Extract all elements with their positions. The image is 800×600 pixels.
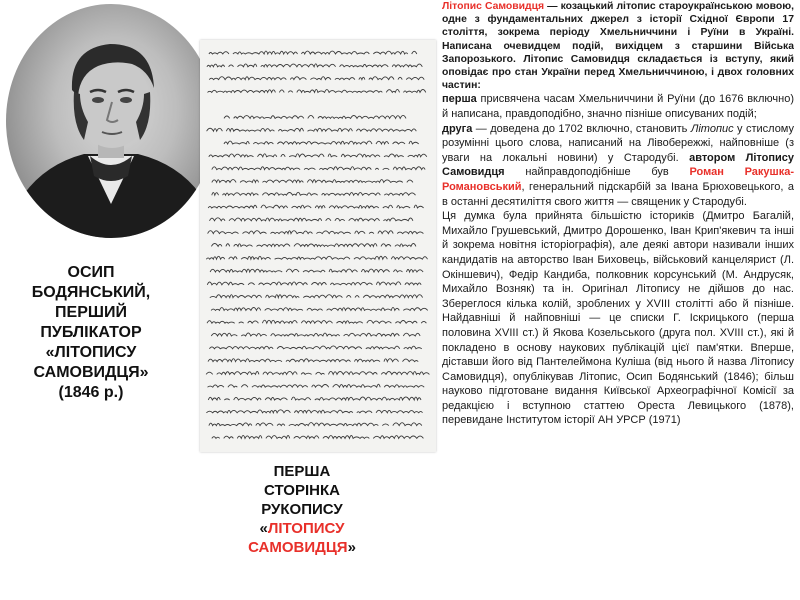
handwriting-line bbox=[207, 320, 426, 323]
handwriting-line bbox=[212, 192, 416, 195]
portrait-caption-date: (1846 р.) bbox=[58, 384, 124, 401]
handwriting-line bbox=[208, 231, 424, 234]
handwriting-line bbox=[208, 359, 418, 362]
portrait-caption-line: ОСИП bbox=[67, 264, 115, 281]
handwriting-line bbox=[224, 141, 419, 144]
portrait-caption-line: САМОВИДЦЯ» bbox=[33, 364, 149, 381]
portrait-caption-line: ПЕРШИЙ bbox=[55, 304, 127, 321]
handwriting-line bbox=[209, 51, 417, 54]
part-two-term: друга bbox=[442, 122, 473, 135]
manuscript-caption-line: РУКОПИСУ bbox=[261, 501, 343, 518]
manuscript-caption-line bbox=[214, 519, 390, 538]
caption-red-word: ЛІТОПИСУ bbox=[267, 520, 345, 537]
quote-open: « bbox=[259, 520, 268, 537]
author-name: Роман Ракушка-Романовський bbox=[442, 166, 794, 193]
handwriting-line bbox=[208, 397, 421, 400]
portrait-caption-line: ПУБЛІКАТОР bbox=[40, 324, 142, 341]
part-one-paragraph bbox=[442, 92, 794, 121]
handwriting-line bbox=[206, 371, 429, 374]
part-two-italic: Літопис bbox=[690, 122, 734, 135]
handwriting-line bbox=[211, 307, 428, 310]
title-term: Літопис Самовидця bbox=[442, 1, 545, 12]
portrait-caption-line: «ЛІТОПИСУ bbox=[45, 344, 137, 361]
handwriting-line bbox=[207, 64, 426, 67]
handwriting-line bbox=[206, 256, 427, 259]
portrait-caption-line: БОДЯНСЬКИЙ, bbox=[31, 284, 151, 301]
part-two-paragraph bbox=[442, 122, 794, 210]
part-two-text: найправдоподібніше був bbox=[504, 166, 690, 179]
intro-paragraph bbox=[442, 0, 794, 92]
quote-close: » bbox=[347, 539, 356, 556]
author-heading: автором Літопису Самовидця bbox=[442, 151, 794, 179]
handwriting-line bbox=[207, 282, 421, 285]
handwriting-line bbox=[208, 205, 423, 208]
portrait-caption bbox=[2, 263, 180, 403]
part-two-text: — доведена до 1702 включно, становить bbox=[472, 122, 691, 135]
article-text bbox=[442, 0, 794, 598]
handwriting-line bbox=[224, 115, 410, 118]
handwriting-line bbox=[211, 333, 420, 336]
intro-text: — козацький літопис староукраїнською мовою, одне з фундаментальних джерел з історії Східної Європи 17 століття, зокрема періоду Хмельниччини і Руїни в Україні. Написана очевидцем подій, вихідцем з старшини Війська Запорозького. Літопис Самовидця складається із вступу, який оповідає про стан України перед Хмельниччиною, і двох головних частин: bbox=[442, 1, 794, 92]
handwriting-line bbox=[209, 77, 428, 80]
manuscript-caption-line bbox=[214, 538, 390, 557]
handwriting-line bbox=[206, 410, 422, 413]
handwriting-line bbox=[210, 269, 423, 272]
handwriting-line bbox=[211, 244, 416, 247]
handwriting-line bbox=[207, 128, 417, 131]
handwriting-line bbox=[212, 435, 428, 438]
handwriting-line bbox=[210, 295, 423, 298]
handwriting-line bbox=[212, 167, 425, 170]
handwriting-line bbox=[209, 154, 427, 157]
historiography-paragraph: Ця думка була прийнята більшістю істориків (Дмитро Багалій, Михайло Грушевський, Дмитро Дорошенко, Іван Крип'якевич та інші й зокрема новітня історіографія), але деякі автори називали інших кандидатів на авторство Іван Биховець, військовий канцелярист (Л. Окіншевич), Федір Кандиба, полковник корсунський (М. Андрусяк, Михайло Возняк) та ін. Оригінал Літопису не дійшов до нас. Збереглося кілька колій, зроблених у XVIII столітті або й пізніше. Найдавніші й найповніші — це списки Г. Іскрицького (перша половина XVIII ст.) й Якова Козельського (друга пол. XVIII ст.), які й покладено в основу наукових публікацій цієї пам'ятки. Вперше, діставши його від Пантелеймона Куліша (від нього й назва Літопису Самовидця), опублікував Літопис, Осип Бодянський (1846); більш науково підготоване видання Київської Археографічної Комісії за редакцією і вступною статтею Ореста Левицького (1878), перевидане Інститутом історії АН УРСР (1971) bbox=[442, 210, 794, 427]
manuscript-page-image bbox=[200, 40, 436, 452]
manuscript-caption-line: ПЕРША bbox=[273, 463, 331, 480]
part-one-term: перша bbox=[442, 93, 477, 106]
manuscript-caption bbox=[214, 462, 390, 557]
handwriting-line bbox=[209, 346, 421, 349]
part-two-text: , генеральний підскарбій за Івана Брюховецького, а в останні десятиліття свого життя — священик у Стародубі. bbox=[442, 180, 794, 208]
manuscript-caption-line: СТОРІНКА bbox=[264, 482, 340, 499]
part-one-text: присвячена часам Хмельниччини й Руїни (до 1676 включно) й написана, правдоподібно, значно пізніше описуваних подій; bbox=[442, 93, 794, 121]
handwriting-line bbox=[212, 180, 417, 183]
portrait-illustration bbox=[6, 4, 216, 238]
part-two-text: у стислому розумінні цього слова, написаний на Лівобережжі, найповніше (з уваги на локальні новини) у Стародубі. bbox=[442, 122, 794, 164]
handwriting-line bbox=[208, 89, 426, 92]
handwriting-line bbox=[210, 218, 417, 221]
portrait-image bbox=[6, 4, 216, 238]
handwriting-line bbox=[208, 384, 425, 387]
handwriting-illustration bbox=[200, 40, 436, 452]
caption-red-word: САМОВИДЦЯ bbox=[248, 539, 348, 556]
handwriting-line bbox=[209, 423, 422, 426]
